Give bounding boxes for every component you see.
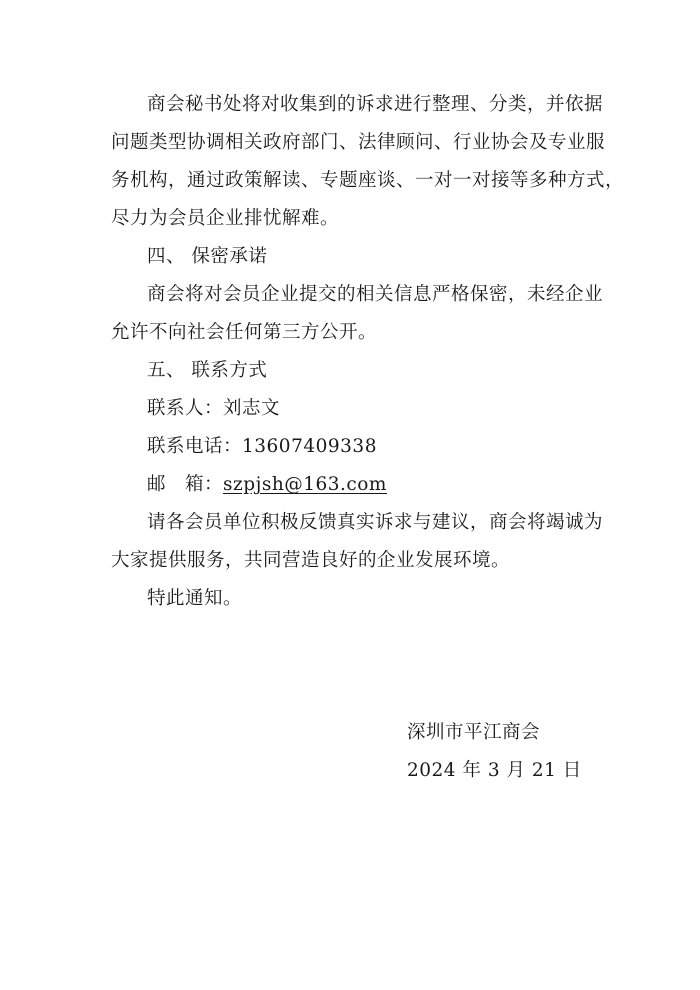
- paragraph-line: 商会秘书处将对收集到的诉求进行整理、分类，并依据: [147, 94, 604, 115]
- paragraph-line: 允许不向社会任何第三方公开。: [111, 322, 378, 343]
- paragraph-line: 尽力为会员企业排忧解难。: [111, 208, 340, 229]
- paragraph-line: 问题类型协调相关政府部门、法律顾问、行业协会及专业服: [111, 132, 606, 153]
- paragraph-line: 请各会员单位积极反馈真实诉求与建议，商会将竭诚为: [147, 512, 604, 533]
- section-title-contact: 五、 联系方式: [147, 360, 268, 381]
- contact-person: 联系人：刘志文: [147, 398, 281, 419]
- section-title-confidentiality: 四、 保密承诺: [147, 246, 268, 267]
- closing-line: 特此通知。: [147, 588, 243, 609]
- signature-org: 深圳市平江商会: [407, 722, 541, 743]
- paragraph-line: 商会将对会员企业提交的相关信息严格保密，未经企业: [147, 284, 604, 305]
- signature-date: 2024 年 3 月 21 日: [407, 760, 582, 781]
- paragraph-line: 务机构，通过政策解读、专题座谈、一对一对接等多种方式，: [111, 170, 625, 191]
- contact-email-row: [147, 466, 637, 504]
- contact-phone: 联系电话：13607409338: [147, 436, 377, 457]
- email-link[interactable]: szpjsh@163.com: [223, 474, 387, 495]
- email-label: 邮 箱：: [147, 474, 224, 495]
- paragraph-line: 大家提供服务，共同营造良好的企业发展环境。: [111, 550, 511, 571]
